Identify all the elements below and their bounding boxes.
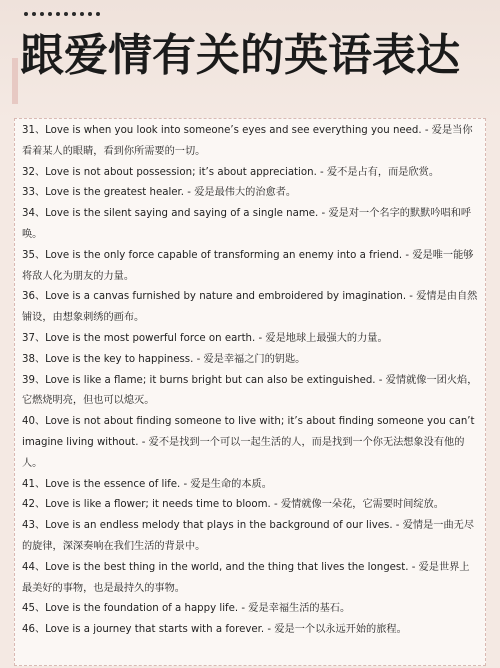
list-item: 34、Love is the silent saying and saying of a single name. - 爱是对一个名字的默默吟唱和呼唤。	[22, 208, 472, 240]
list-item: 31、Love is when you look into someone’s eyes and see everything you need. - 爱是当你看着某人的眼睛，看到你所需要的一切。	[22, 125, 473, 157]
list-item: 37、Love is the most powerful force on earth. - 爱是地球上最强大的力量。	[22, 332, 388, 344]
list-item: 38、Love is the key to happiness. - 爱是幸福之门的钥匙。	[22, 353, 306, 365]
list-item: 44、Love is the best thing in the world, and the thing that lives the longest. - 爱是世界上最美好的事物，也是最持久的事物。	[22, 561, 470, 594]
list-item: 41、Love is the essence of life. - 爱是生命的本质。	[22, 478, 272, 490]
page-title: 跟爱情有关的英语表达	[20, 30, 460, 81]
decorative-dots	[24, 12, 100, 16]
list-item: 45、Love is the foundation of a happy life. - 爱是幸福生活的基石。	[22, 603, 351, 615]
list-item: 39、Love is like a flame; it burns bright but can also be extinguished. - 爱情就像一团火焰，它燃烧明亮，但也可以熄灭。	[22, 374, 478, 407]
title-accent-bar	[12, 58, 18, 104]
entry-list	[22, 121, 478, 641]
list-item: 42、Love is like a flower; it needs time to bloom. - 爱情就像一朵花，它需要时间绽放。	[22, 499, 444, 511]
list-item: 36、Love is a canvas furnished by nature and embroidered by imagination. - 爱情是由自然铺设，由想象刺绣的画布。	[22, 291, 478, 324]
list-item: 32、Love is not about possession; it’s about appreciation. - 爱不是占有，而是欣赏。	[22, 166, 440, 178]
list-item: 46、Love is a journey that starts with a forever. - 爱是一个以永远开始的旅程。	[22, 624, 407, 636]
list-item: 43、Love is an endless melody that plays in the background of our lives. - 爱情是一曲无尽的旋律，深深奏响在我们生活的背景中。	[22, 520, 475, 552]
list-item: 40、Love is not about finding someone to live with; it’s about finding someone you can’t imagine living without. - 爱不是找到一个可以一起生活的人，而是找到一个你无法想象没有他的人。	[22, 416, 475, 469]
list-item: 33、Love is the greatest healer. - 爱是最伟大的治愈者。	[22, 187, 297, 199]
list-item: 35、Love is the only force capable of transforming an enemy into a friend. - 爱是唯一能够将敌人化为朋友的力量。	[22, 249, 474, 282]
